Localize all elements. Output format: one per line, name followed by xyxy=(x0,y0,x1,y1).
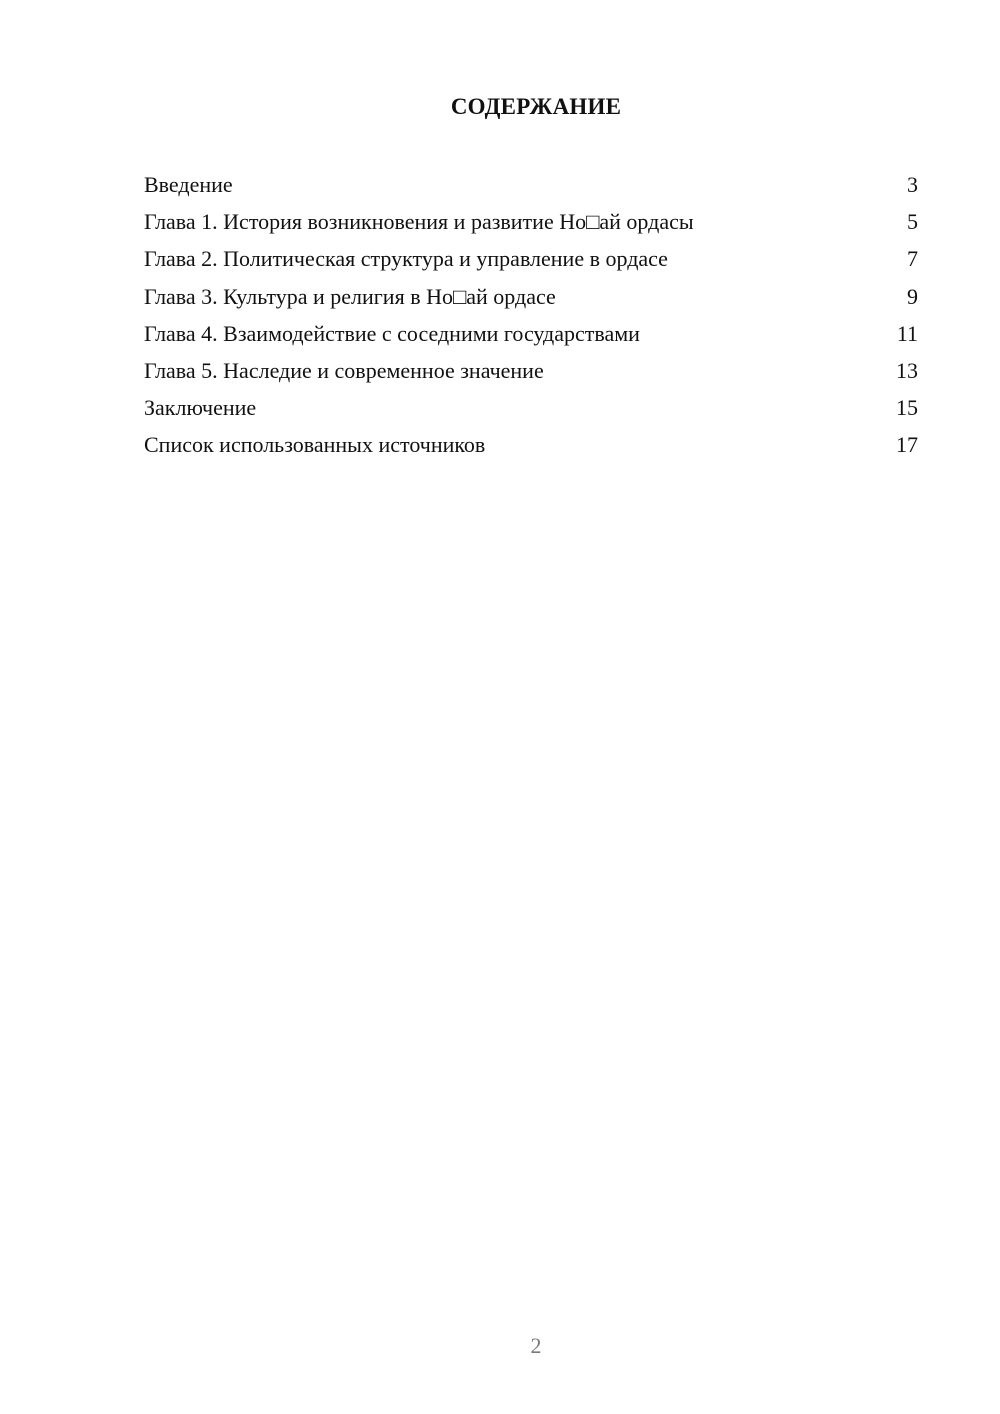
toc-item-chapter-5 xyxy=(144,354,918,391)
toc-item-chapter-1 xyxy=(144,205,918,242)
toc-item-label: Глава 3. Культура и религия в Но□ай ордасе xyxy=(144,283,556,309)
toc-item-label: Глава 4. Взаимодействие с соседними государствами xyxy=(144,320,640,346)
toc-item-label: Глава 5. Наследие и современное значение xyxy=(144,357,544,383)
toc-item-label: Список использованных источников xyxy=(144,432,486,458)
table-of-contents xyxy=(144,168,918,466)
toc-item-page: 7 xyxy=(907,246,918,272)
toc-item-references xyxy=(144,428,918,465)
toc-item-page: 13 xyxy=(896,357,918,383)
toc-item-label: Введение xyxy=(144,172,233,197)
toc-item-page: 17 xyxy=(896,432,918,458)
toc-item-label: Заключение xyxy=(144,395,257,421)
page-number: 2 xyxy=(530,1333,542,1358)
toc-item-page: 11 xyxy=(896,320,918,346)
toc-item-page: 5 xyxy=(907,209,918,235)
toc-item-label: Глава 2. Политическая структура и управление в ордасе xyxy=(144,246,668,272)
toc-item-chapter-3 xyxy=(144,280,918,317)
toc-item-introduction xyxy=(144,168,918,205)
toc-item-chapter-2 xyxy=(144,242,918,279)
toc-item-conclusion xyxy=(144,391,918,428)
toc-item-label: Глава 1. История возникновения и развитие Но□ай ордасы xyxy=(144,209,694,235)
toc-item-page: 15 xyxy=(896,395,918,421)
toc-item-page: 3 xyxy=(907,172,918,197)
toc-item-page: 9 xyxy=(907,283,918,309)
toc-item-chapter-4 xyxy=(144,317,918,354)
toc-heading: СОДЕРЖАНИЕ xyxy=(450,94,622,119)
